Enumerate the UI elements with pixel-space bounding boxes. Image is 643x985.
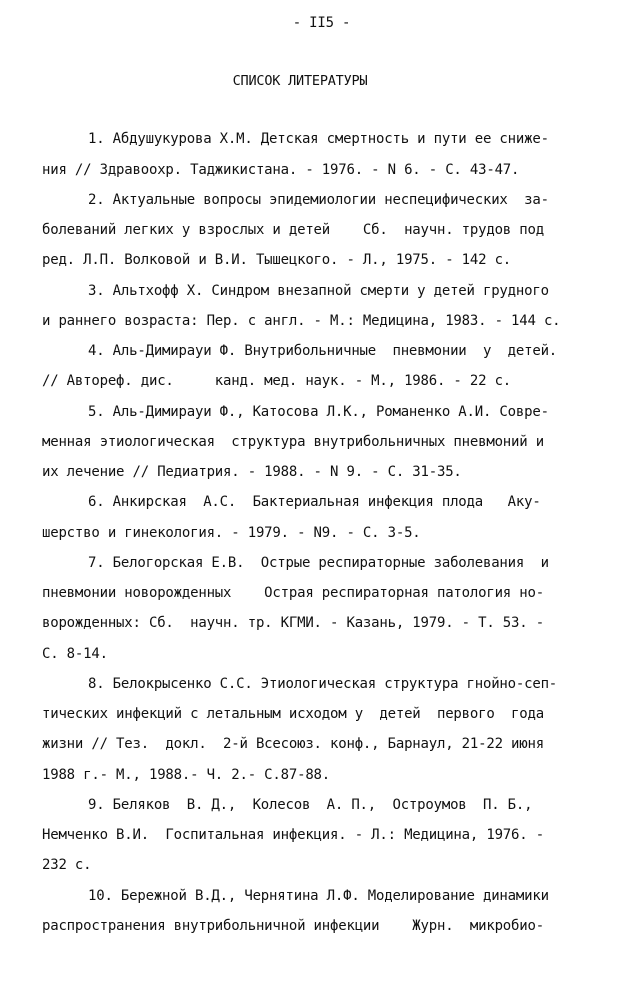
reference-line: ворожденных: Сб. научн. тр. КГМИ. - Казань, 1979. - Т. 53. - bbox=[42, 615, 544, 631]
reference-line: 6. Анкирская А.С. Бактериальная инфекция плода Аку- bbox=[88, 494, 541, 510]
reference-line: болеваний легких у взрослых и детей Сб. научн. трудов под bbox=[42, 222, 544, 238]
reference-line: пневмонии новорожденных Острая респираторная патология но- bbox=[42, 585, 544, 601]
reference-line: 10. Бережной В.Д., Чернятина Л.Ф. Моделирование динамики bbox=[88, 888, 549, 904]
reference-line: 232 с. bbox=[42, 857, 92, 873]
reference-line: тических инфекций с летальным исходом у детей первого года bbox=[42, 706, 544, 722]
reference-line: ния // Здравоохр. Таджикистана. - 1976. - N 6. - С. 43-47. bbox=[42, 162, 520, 178]
reference-line: распространения внутрибольничной инфекции Журн. микробио- bbox=[42, 918, 544, 934]
reference-line: 4. Аль-Димирауи Ф. Внутрибольничные пневмонии у детей. bbox=[88, 343, 558, 359]
reference-line: 2. Актуальные вопросы эпидемиологии неспецифических за- bbox=[88, 192, 549, 208]
reference-line: жизни // Тез. докл. 2-й Всесоюз. конф., Барнаул, 21-22 июня bbox=[42, 736, 544, 752]
reference-line: 8. Белокрысенко С.С. Этиологическая структура гнойно-сеп- bbox=[88, 676, 558, 692]
reference-line: С. 8-14. bbox=[42, 646, 108, 662]
reference-line: их лечение // Педиатрия. - 1988. - N 9. - С. 31-35. bbox=[42, 464, 462, 480]
reference-line: Немченко В.И. Госпитальная инфекция. - Л.: Медицина, 1976. - bbox=[42, 827, 544, 843]
reference-line: ред. Л.П. Волковой и В.И. Тышецкого. - Л., 1975. - 142 с. bbox=[42, 252, 512, 268]
reference-line: 1. Абдушукурова Х.М. Детская смертность и пути ее сниже- bbox=[88, 131, 549, 147]
section-title: СПИСОК ЛИТЕРАТУРЫ bbox=[232, 73, 368, 89]
reference-line: 7. Белогорская Е.В. Острые респираторные заболевания и bbox=[88, 555, 549, 571]
reference-line: и раннего возраста: Пер. с англ. - М.: Медицина, 1983. - 144 с. bbox=[42, 313, 561, 329]
reference-line: // Автореф. дис. канд. мед. наук. - М., 1986. - 22 с. bbox=[42, 373, 512, 389]
reference-line: шерство и гинекология. - 1979. - N9. - С. 3-5. bbox=[42, 525, 421, 541]
reference-line: менная этиологическая структура внутрибольничных пневмоний и bbox=[42, 434, 544, 450]
reference-line: 3. Альтхофф Х. Синдром внезапной смерти у детей грудного bbox=[88, 283, 549, 299]
reference-line: 5. Аль-Димирауи Ф., Катосова Л.К., Романенко А.И. Совре- bbox=[88, 404, 549, 420]
reference-line: 9. Беляков В. Д., Колесов А. П., Остроумов П. Б., bbox=[88, 797, 533, 813]
reference-line: 1988 г.- М., 1988.- Ч. 2.- С.87-88. bbox=[42, 767, 331, 783]
page-number: - II5 - bbox=[292, 15, 351, 31]
